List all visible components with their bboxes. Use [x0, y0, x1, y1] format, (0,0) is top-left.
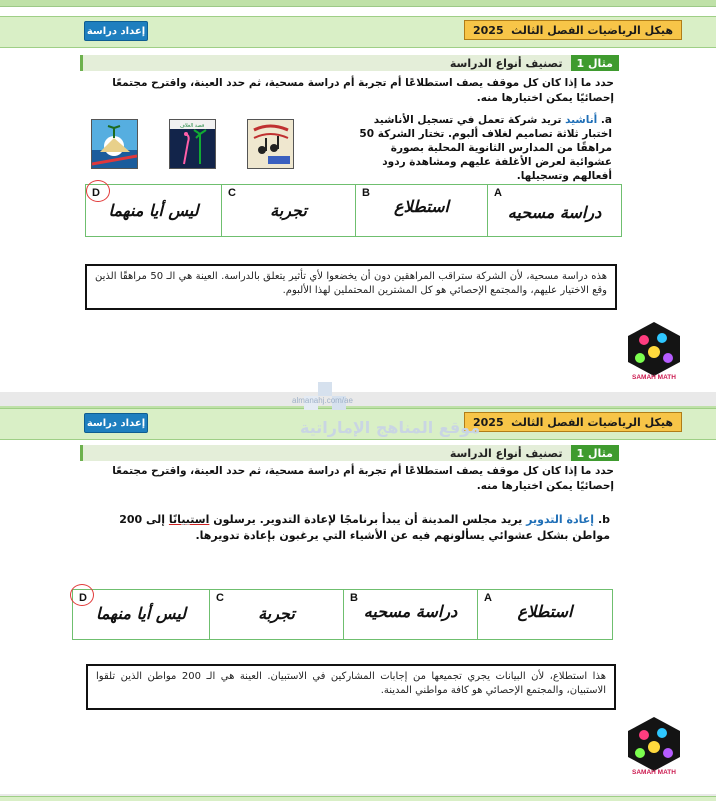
- option-text: ليس أيا منهما: [108, 201, 199, 220]
- top-strip: [0, 0, 716, 7]
- prepare-study-button[interactable]: إعداد دراسة: [84, 413, 148, 433]
- option-b[interactable]: [344, 590, 478, 640]
- option-letter: A: [484, 592, 492, 604]
- prepare-study-button[interactable]: إعداد دراسة: [84, 21, 148, 41]
- music-album-thumbnail: [247, 119, 294, 169]
- option-text: استطلاع: [394, 197, 449, 216]
- option-text: تجربة: [258, 604, 295, 623]
- item-b-text-2: إلى 200 مواطن بشكل عشوائي يسألونهم فيه عن الأشياء التي يرغبون بإعادة تدويرها.: [119, 513, 610, 542]
- example-number: مثال 1: [571, 55, 619, 71]
- task-instruction: حدد ما إذا كان كل موقف يصف استطلاعًا أم تجربة أم دراسة مسحية، ثم حدد العينة، واقترح مجتمعًا إحصائيًا يمكن اختيارها منه.: [112, 465, 614, 492]
- options-table-1: [85, 184, 622, 237]
- music-notes-icon: [248, 120, 293, 168]
- option-c[interactable]: [210, 590, 344, 640]
- item-b-text-1: يريد مجلس المدينة أن يبدأ برنامجًا لإعادة التدوير. يرسلون: [213, 513, 523, 526]
- samah-math-label: SAMAH MATH: [632, 374, 676, 381]
- example-name: تصنيف أنواع الدراسة: [449, 56, 563, 70]
- option-b[interactable]: [356, 185, 488, 237]
- next-page-strip: [0, 796, 716, 801]
- header-title: هيكل الرياضيات الفصل الثالث: [511, 23, 673, 37]
- header-year: 2025: [473, 415, 504, 429]
- header-title-box: [464, 412, 682, 432]
- item-b-underlined: استبيانًا: [168, 513, 210, 526]
- watermark-url: almanahj.com/ae: [292, 396, 353, 405]
- item-a-keyword: أناشيد: [565, 114, 598, 126]
- option-c[interactable]: [222, 185, 356, 237]
- header-year: 2025: [473, 23, 504, 37]
- answer-box-2: هذا استطلاع، لأن البيانات يجري تجميعها من إجابات المشاركين في الاستبيان. العينة هي الـ 200 مواطن الذين تلقوا الاستبيان، والمجتمع الإحصائي هو كافة مواطني المدينة.: [86, 664, 616, 710]
- flamingo-album-thumbnail: [169, 119, 216, 169]
- island-icon: [92, 120, 137, 168]
- option-text: دراسة مسحيه: [363, 602, 458, 621]
- option-a[interactable]: [478, 590, 613, 640]
- item-b: [96, 512, 610, 544]
- worksheet-page-1: [0, 0, 716, 392]
- example-name: تصنيف أنواع الدراسة: [449, 446, 563, 460]
- item-b-prefix: b.: [597, 513, 610, 526]
- example-band: [80, 445, 619, 461]
- option-text: تجربة: [270, 201, 307, 220]
- answer-box-1: هذه دراسة مسحية، لأن الشركة ستراقب المراهقين دون أن يخضعوا لأي تأثير يتعلق بالدراسة. العينة هي الـ 50 مراهقًا الذين وقع الاختيار عليهم، والمجتمع الإحصائي هو كل المشترين المحتملين لهذا الألبوم.: [85, 264, 617, 310]
- options-table-2: [72, 589, 613, 640]
- option-letter: C: [216, 592, 224, 604]
- item-b-keyword: إعادة التدوير: [526, 513, 595, 526]
- header-title-box: [464, 20, 682, 40]
- samah-math-label: SAMAH MATH: [632, 769, 676, 776]
- option-letter: C: [228, 187, 236, 199]
- item-a-text: تريد شركة تعمل في تسجيل الأناشيد اختبار ثلاثة تصاميم لغلاف ألبوم. تختار الشركة 50 مراهقًا من المدارس الثانوية المحلية بصورة عشوائية لعرض الأغلفة عليهم ومشاهدة ردود أفعالهم وتسجيلها.: [359, 114, 612, 182]
- option-letter: B: [362, 187, 370, 199]
- option-letter: B: [350, 592, 358, 604]
- worksheet-page-2: [0, 406, 716, 794]
- option-letter: A: [494, 187, 502, 199]
- option-letter: D: [79, 592, 87, 604]
- option-text: استطلاع: [517, 602, 573, 621]
- watermark-title: موقع المناهج الإماراتية: [300, 418, 481, 437]
- flamingo-icon: [170, 120, 215, 168]
- option-text: دراسة مسحيه: [507, 203, 602, 222]
- item-a-prefix: a.: [600, 114, 612, 126]
- task-instruction: حدد ما إذا كان كل موقف يصف استطلاعًا أم تجربة أم دراسة مسحية، ثم حدد العينة، واقترح مجتمعًا إحصائيًا يمكن اختيارها منه.: [112, 77, 614, 104]
- option-text: ليس أيا منهما: [96, 604, 186, 623]
- selected-answer-circle: [70, 584, 94, 606]
- thumb-caption: قصة الغلاف: [179, 123, 205, 129]
- header-title: هيكل الرياضيات الفصل الثالث: [511, 415, 673, 429]
- example-band: [80, 55, 619, 71]
- selected-answer-circle: [86, 180, 110, 202]
- option-letter: D: [92, 187, 100, 199]
- example-number: مثال 1: [571, 445, 619, 461]
- option-a[interactable]: [488, 185, 622, 237]
- item-a: [352, 113, 612, 183]
- island-album-thumbnail: [91, 119, 138, 169]
